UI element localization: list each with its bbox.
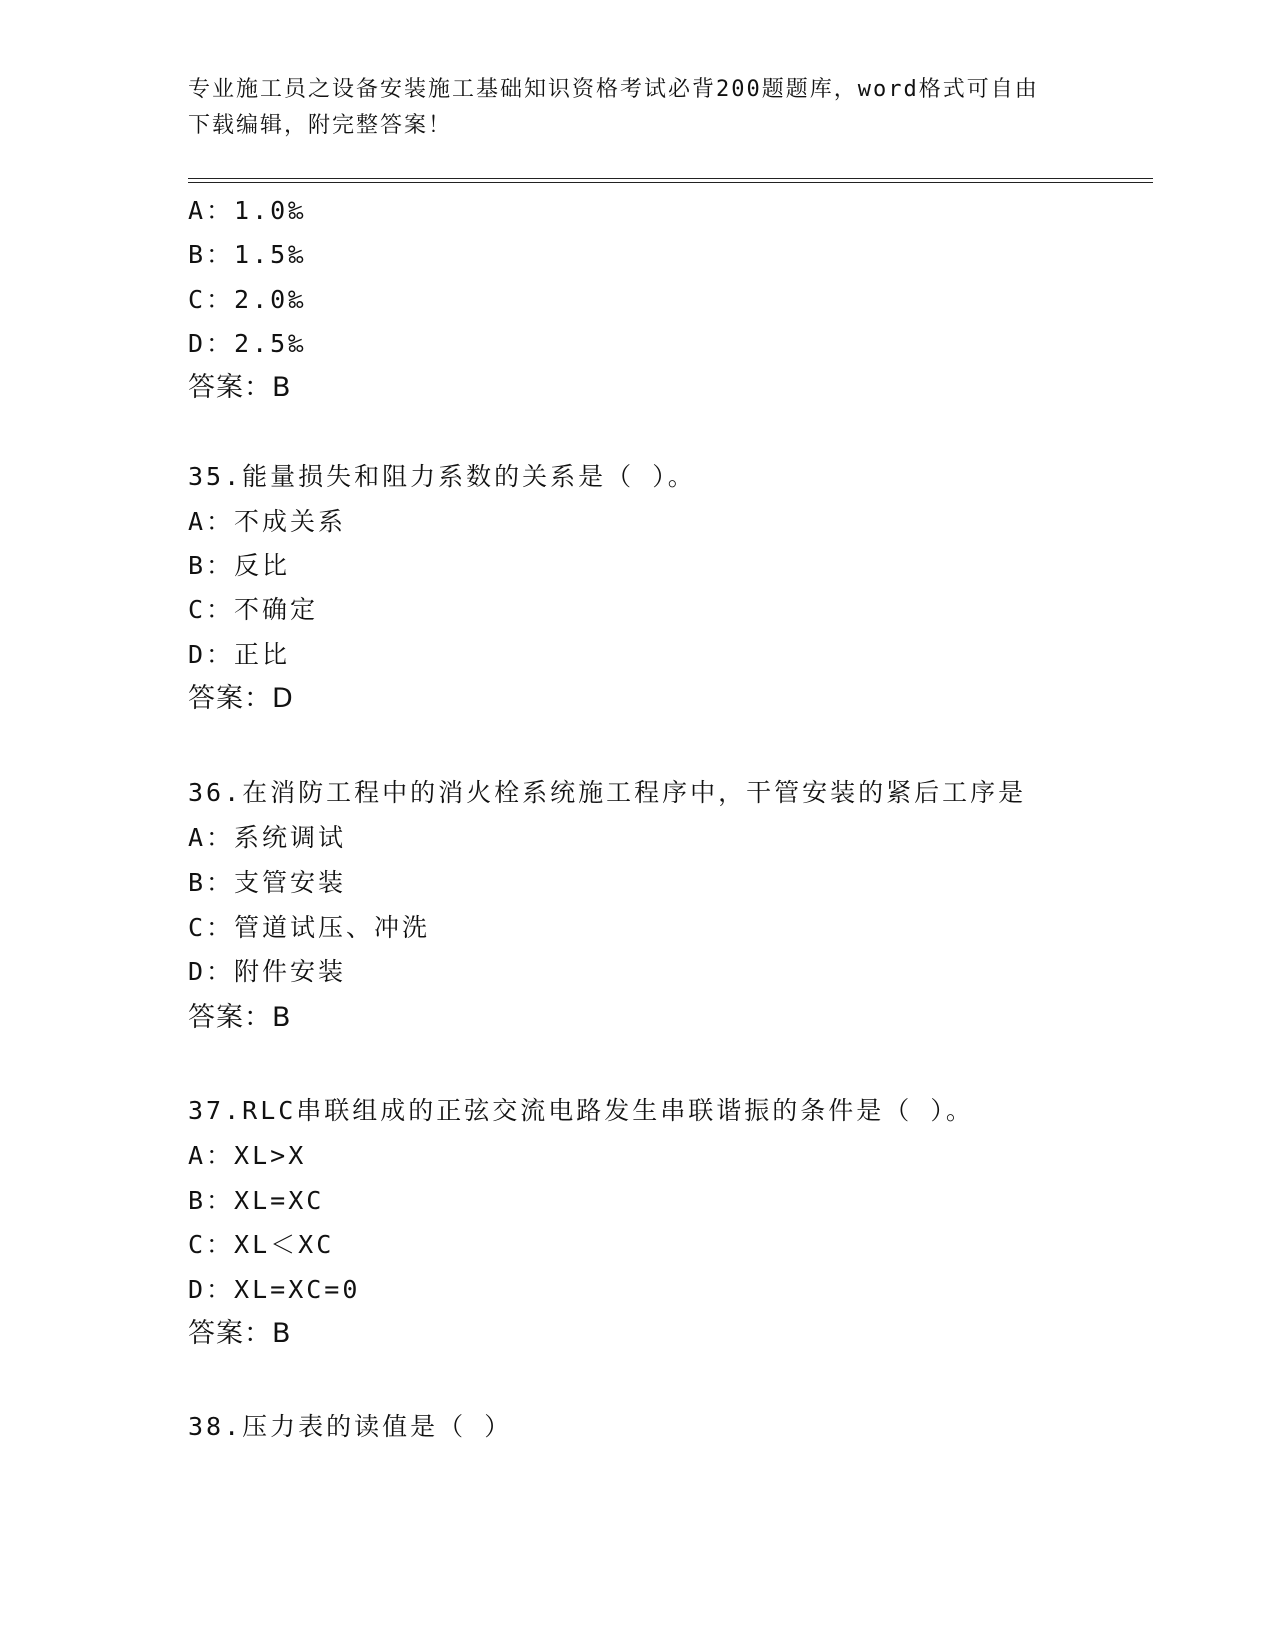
q36-option-d: D：附件安装	[188, 957, 347, 986]
q36-option-c: C：管道试压、冲洗	[188, 913, 431, 942]
q35-answer: 答案：D	[188, 683, 294, 714]
q36-answer: 答案：B	[188, 1002, 292, 1033]
q36-option-a: A：系统调试	[188, 823, 347, 852]
q37-option-c: C：XL＜XC	[188, 1230, 335, 1259]
q34-option-d: D：2.5‰	[188, 329, 307, 358]
q34-answer: 答案：B	[188, 372, 292, 403]
q37-answer: 答案：B	[188, 1318, 292, 1349]
q36-option-b: B：支管安装	[188, 868, 347, 897]
header-divider-bottom	[188, 182, 1153, 183]
q37-option-b: B：XL=XC	[188, 1186, 325, 1215]
q37-question: 37.RLC串联组成的正弦交流电路发生串联谐振的条件是（ ）。	[188, 1096, 974, 1125]
q34-option-a: A：1.0‰	[188, 196, 307, 225]
document-header	[188, 72, 1068, 144]
q34-option-c: C：2.0‰	[188, 285, 307, 314]
q37-option-d: D：XL=XC=0	[188, 1275, 361, 1304]
q38-question: 38.压力表的读值是（ ）	[188, 1412, 513, 1441]
q37-option-a: A：XL>X	[188, 1141, 307, 1170]
q35-option-a: A：不成关系	[188, 507, 347, 536]
header-divider-top	[188, 178, 1153, 179]
header-line-1: 专业施工员之设备安装施工基础知识资格考试必背200题题库，word格式可自由	[188, 77, 1039, 102]
header-line-2: 下载编辑，附完整答案！	[188, 113, 453, 138]
q35-option-c: C：不确定	[188, 595, 319, 624]
q35-option-b: B：反比	[188, 551, 291, 580]
q35-question: 35.能量损失和阻力系数的关系是（ ）。	[188, 462, 696, 491]
q35-option-d: D：正比	[188, 640, 291, 669]
q34-option-b: B：1.5‰	[188, 240, 307, 269]
q36-question: 36.在消防工程中的消火栓系统施工程序中，干管安装的紧后工序是	[188, 778, 1027, 807]
